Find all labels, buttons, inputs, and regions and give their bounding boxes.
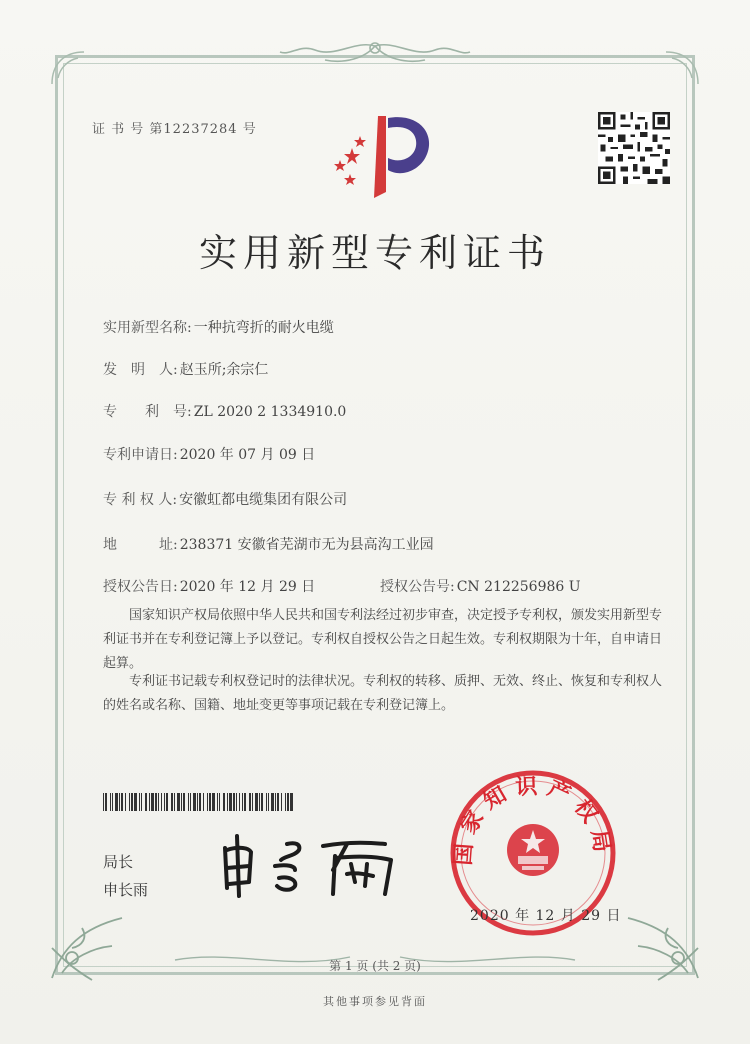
- barcode-bar: [193, 793, 196, 811]
- top-ornament: [275, 38, 475, 78]
- field-value: 一种抗弯折的耐火电缆: [193, 320, 334, 336]
- barcode-bar: [236, 793, 237, 811]
- barcode-bar: [121, 793, 123, 811]
- certificate-number: 证 书 号 第12237284 号: [92, 122, 257, 137]
- corner-ornament-top-left: [48, 48, 88, 88]
- field-label: 授权公告日:: [103, 579, 178, 595]
- barcode-bar: [277, 793, 279, 811]
- barcode-bar: [155, 793, 157, 811]
- barcode-bar: [212, 793, 215, 811]
- legal-paragraph-1: 国家知识产权局依照中华人民共和国专利法经过初步审查，决定授予专利权，颁发实用新型专利证书并在专利登记簿上予以登记。专利权自授权公告之日起生效。专利权期限为十年，自申请日起算。: [103, 608, 663, 671]
- barcode-bar: [239, 793, 240, 811]
- page-number: 第 1 页 (共 2 页): [329, 959, 421, 973]
- barcode-bar: [242, 793, 243, 811]
- barcode-bar: [139, 793, 140, 811]
- field-label: 地 址:: [103, 537, 178, 553]
- barcode-bar: [149, 793, 150, 811]
- barcode-bar: [261, 793, 263, 811]
- qr-code-icon: [598, 112, 670, 184]
- barcode-bar: [290, 793, 293, 811]
- field-label: 专 利 号:: [103, 404, 192, 420]
- field-value: CN 212256986 U: [456, 579, 581, 595]
- field-grant-date: [103, 576, 315, 596]
- field-patent-number: [103, 401, 346, 421]
- field-value: ZL 2020 2 1334910.0: [193, 404, 347, 420]
- barcode-bar: [249, 793, 251, 811]
- barcode-bar: [203, 793, 204, 811]
- field-value: 2020 年 07 月 09 日: [179, 447, 316, 463]
- field-address: [103, 534, 434, 554]
- barcode-bar: [255, 793, 258, 811]
- barcode-bar: [181, 793, 182, 811]
- director-title: 局长: [103, 853, 134, 871]
- barcode-bar: [223, 793, 225, 811]
- barcode-bar: [271, 793, 274, 811]
- barcode-bar: [183, 793, 185, 811]
- field-grant-number: [380, 576, 581, 596]
- barcode-bar: [145, 793, 147, 811]
- barcode-bar: [177, 793, 180, 811]
- barcode-bar: [229, 793, 232, 811]
- field-utility-model-name: [103, 317, 334, 337]
- field-label: 授权公告号:: [380, 579, 455, 595]
- barcode-bar: [190, 793, 191, 811]
- director-signature: [215, 830, 405, 900]
- barcode-bar: [131, 793, 133, 811]
- field-value: 2020 年 12 月 29 日: [179, 579, 316, 595]
- barcode-bar: [197, 793, 198, 811]
- barcode-bar: [281, 793, 282, 811]
- barcode-bar: [115, 793, 118, 811]
- field-label: 专 利 权 人:: [103, 492, 178, 508]
- seal-text: 国家知识产权局: [451, 774, 616, 867]
- field-label: 专利申请日:: [103, 447, 178, 463]
- barcode-bar: [158, 793, 159, 811]
- barcode-bar: [151, 793, 154, 811]
- field-label: 实用新型名称:: [103, 320, 192, 336]
- barcode-bar: [161, 793, 162, 811]
- barcode-bar: [174, 793, 175, 811]
- barcode-bar: [266, 793, 267, 811]
- field-value: 赵玉所;余宗仁: [179, 362, 269, 378]
- corner-ornament-top-right: [662, 48, 702, 88]
- barcode-bar: [141, 793, 142, 811]
- field-filing-date: [103, 444, 315, 464]
- barcode-bar: [125, 793, 126, 811]
- barcode-bar: [112, 793, 113, 811]
- barcode-bar: [252, 793, 253, 811]
- barcode-bar: [103, 793, 104, 811]
- field-value: 安徽虹都电缆集团有限公司: [179, 492, 348, 508]
- field-label: 发 明 人:: [103, 362, 178, 378]
- barcode-bar: [207, 793, 208, 811]
- barcode-bar: [166, 793, 168, 811]
- seal-date: 2020 年 12 月 29 日: [470, 908, 622, 924]
- field-inventor: [103, 359, 268, 379]
- barcode-bar: [233, 793, 235, 811]
- barcode-bar: [287, 793, 289, 811]
- barcode-bar: [227, 793, 228, 811]
- footer-note: 其他事项参见背面: [323, 995, 427, 1008]
- barcode-bar: [199, 793, 201, 811]
- barcode-bar: [285, 793, 286, 811]
- barcode-bar: [209, 793, 211, 811]
- cnipa-logo-icon: [322, 108, 442, 200]
- barcode-bar: [217, 793, 218, 811]
- barcode-icon: [103, 793, 295, 811]
- barcode-bar: [119, 793, 120, 811]
- barcode-bar: [268, 793, 269, 811]
- barcode-bar: [171, 793, 173, 811]
- barcode-bar: [110, 793, 111, 811]
- barcode-bar: [244, 793, 246, 811]
- legal-paragraph-2: 专利证书记载专利权登记时的法律状况。专利权的转移、质押、无效、终止、恢复和专利权人的姓名或名称、国籍、地址变更等事项记载在专利登记簿上。: [103, 674, 663, 713]
- certificate-title: 实用新型专利证书: [198, 231, 551, 275]
- field-patentee: [103, 489, 347, 509]
- director-name: 申长雨: [103, 881, 149, 899]
- barcode-bar: [105, 793, 107, 811]
- barcode-bar: [188, 793, 189, 811]
- barcode-bar: [164, 793, 165, 811]
- barcode-bar: [129, 793, 130, 811]
- field-value: 238371 安徽省芜湖市无为县高沟工业园: [179, 537, 434, 553]
- barcode-bar: [219, 793, 220, 811]
- barcode-bar: [259, 793, 260, 811]
- barcode-bar: [275, 793, 276, 811]
- national-emblem-icon: [507, 824, 559, 876]
- barcode-bar: [134, 793, 137, 811]
